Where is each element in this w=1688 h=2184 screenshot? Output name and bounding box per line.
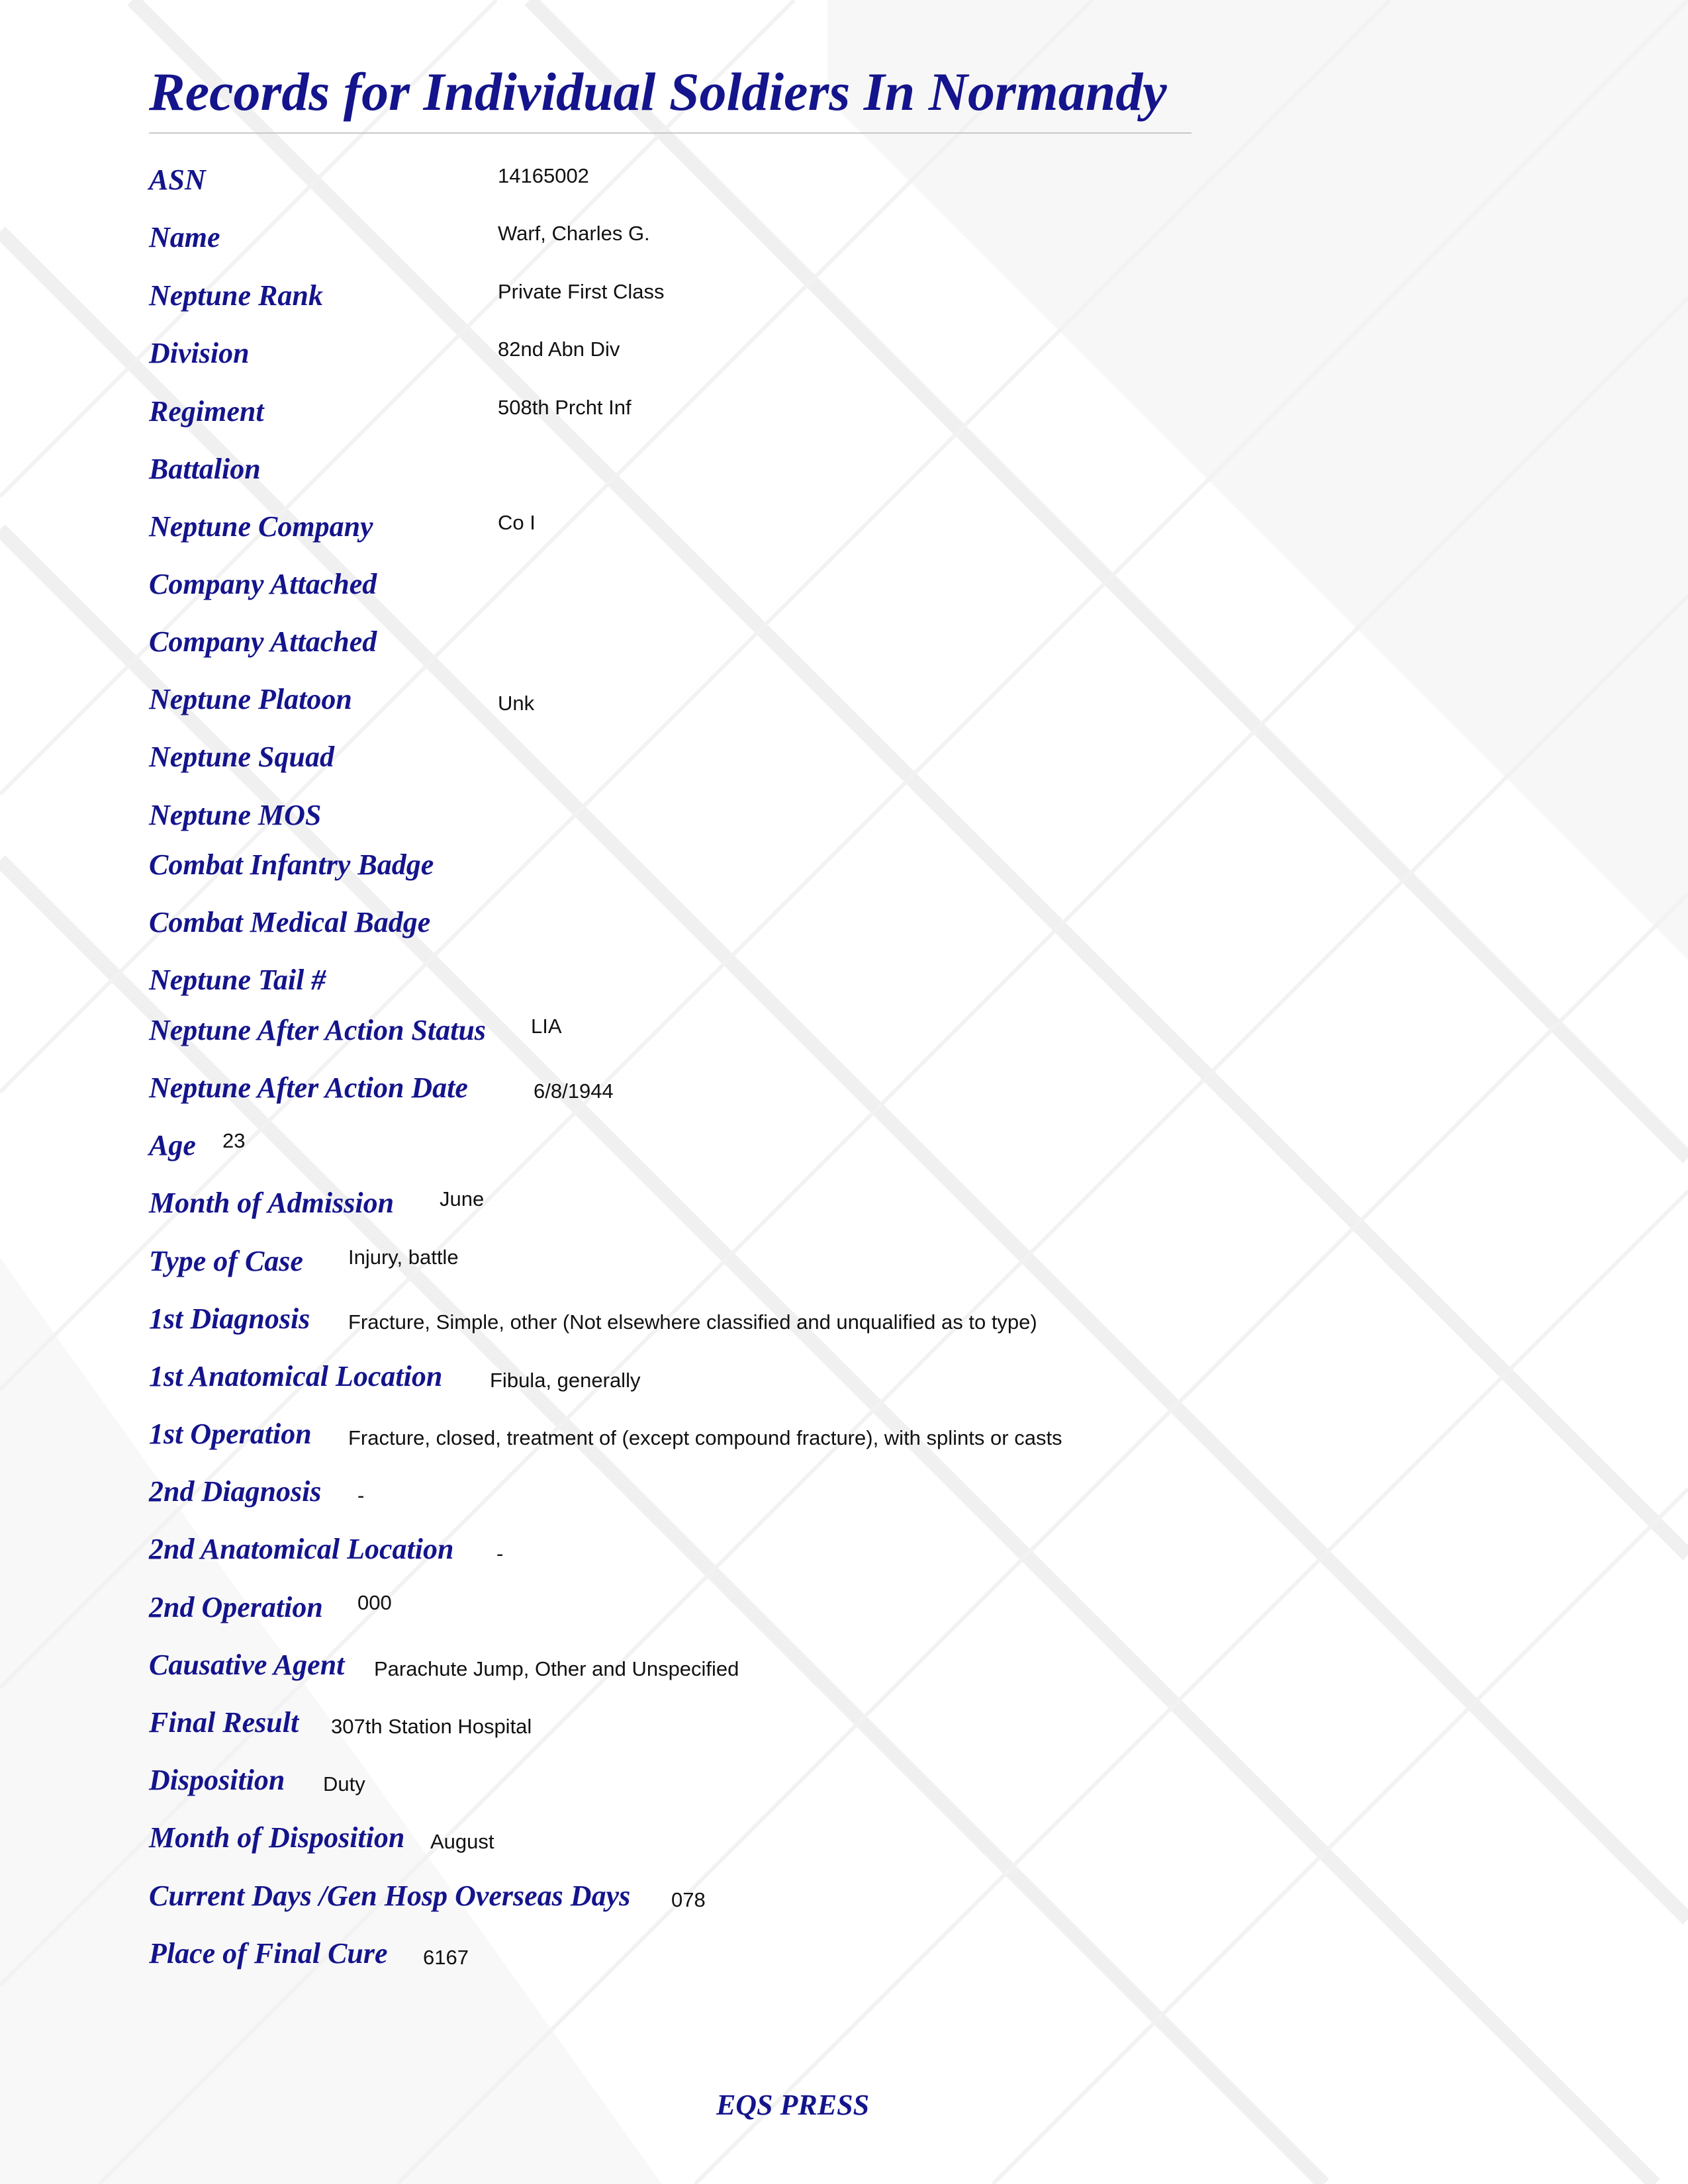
month-of-disposition-label: Month of Disposition (149, 1821, 405, 1854)
name-label: Name (149, 221, 220, 253)
asn-value: 14165002 (498, 164, 589, 187)
age-value: 23 (222, 1129, 246, 1152)
company-attached-label-2: Company Attached (149, 625, 377, 658)
place-of-final-cure-value: 6167 (423, 1946, 469, 1969)
place-of-final-cure-label: Place of Final Cure (149, 1937, 388, 1970)
after-action-status-value: LIA (531, 1015, 562, 1038)
disposition-value: Duty (323, 1772, 365, 1796)
company-attached-label: Company Attached (149, 568, 377, 600)
division-value: 82nd Abn Div (498, 338, 620, 361)
neptune-tail-label: Neptune Tail # (149, 964, 326, 996)
second-operation-value: 000 (357, 1591, 392, 1614)
causative-agent-label: Causative Agent (149, 1649, 345, 1681)
title-divider (149, 132, 1192, 134)
month-of-admission-label: Month of Admission (149, 1187, 395, 1219)
division-label: Division (149, 337, 250, 369)
regiment-value: 508th Prcht Inf (498, 396, 632, 419)
current-days-label: Current Days /Gen Hosp Overseas Days (149, 1880, 631, 1912)
asn-label: ASN (149, 163, 206, 196)
first-anatomical-location-value: Fibula, generally (490, 1369, 641, 1392)
first-diagnosis-label: 1st Diagnosis (149, 1302, 310, 1335)
second-diagnosis-value: - (357, 1484, 365, 1507)
neptune-platoon-label: Neptune Platoon (149, 683, 352, 715)
disposition-label: Disposition (149, 1764, 285, 1796)
after-action-date-label: Neptune After Action Date (149, 1071, 468, 1104)
page-title: Records for Individual Soldiers In Normandy (149, 62, 1167, 122)
battalion-label: Battalion (149, 453, 261, 485)
neptune-platoon-value: Unk (498, 692, 535, 715)
second-diagnosis-label: 2nd Diagnosis (149, 1475, 322, 1508)
final-result-label: Final Result (149, 1706, 299, 1739)
first-diagnosis-value: Fracture, Simple, other (Not elsewhere classified and unqualified as to type) (348, 1310, 1037, 1334)
after-action-date-value: 6/8/1944 (534, 1079, 614, 1103)
type-of-case-value: Injury, battle (348, 1246, 459, 1269)
first-operation-label: 1st Operation (149, 1418, 312, 1450)
neptune-squad-label: Neptune Squad (149, 741, 334, 773)
type-of-case-label: Type of Case (149, 1245, 303, 1277)
second-anatomical-location-value: - (496, 1542, 504, 1565)
month-of-disposition-value: August (430, 1830, 494, 1853)
neptune-mos-label: Neptune MOS (149, 799, 322, 831)
regiment-label: Regiment (149, 395, 264, 428)
first-anatomical-location-label: 1st Anatomical Location (149, 1360, 443, 1392)
month-of-admission-value: June (440, 1187, 485, 1210)
neptune-rank-value: Private First Class (498, 280, 665, 303)
combat-medical-badge-label: Combat Medical Badge (149, 906, 431, 938)
after-action-status-label: Neptune After Action Status (149, 1014, 486, 1046)
current-days-value: 078 (671, 1888, 706, 1911)
second-operation-label: 2nd Operation (149, 1591, 323, 1623)
second-anatomical-location-label: 2nd Anatomical Location (149, 1533, 454, 1565)
neptune-rank-label: Neptune Rank (149, 279, 323, 312)
final-result-value: 307th Station Hospital (331, 1715, 532, 1738)
neptune-company-value: Co I (498, 511, 536, 534)
age-label: Age (149, 1129, 196, 1161)
publisher-footer: EQS PRESS (716, 2089, 870, 2121)
causative-agent-value: Parachute Jump, Other and Unspecified (374, 1657, 739, 1680)
neptune-company-label: Neptune Company (149, 510, 373, 543)
first-operation-value: Fracture, closed, treatment of (except compound fracture), with splints or casts (348, 1426, 1062, 1449)
combat-infantry-badge-label: Combat Infantry Badge (149, 848, 434, 881)
name-value: Warf, Charles G. (498, 222, 650, 245)
